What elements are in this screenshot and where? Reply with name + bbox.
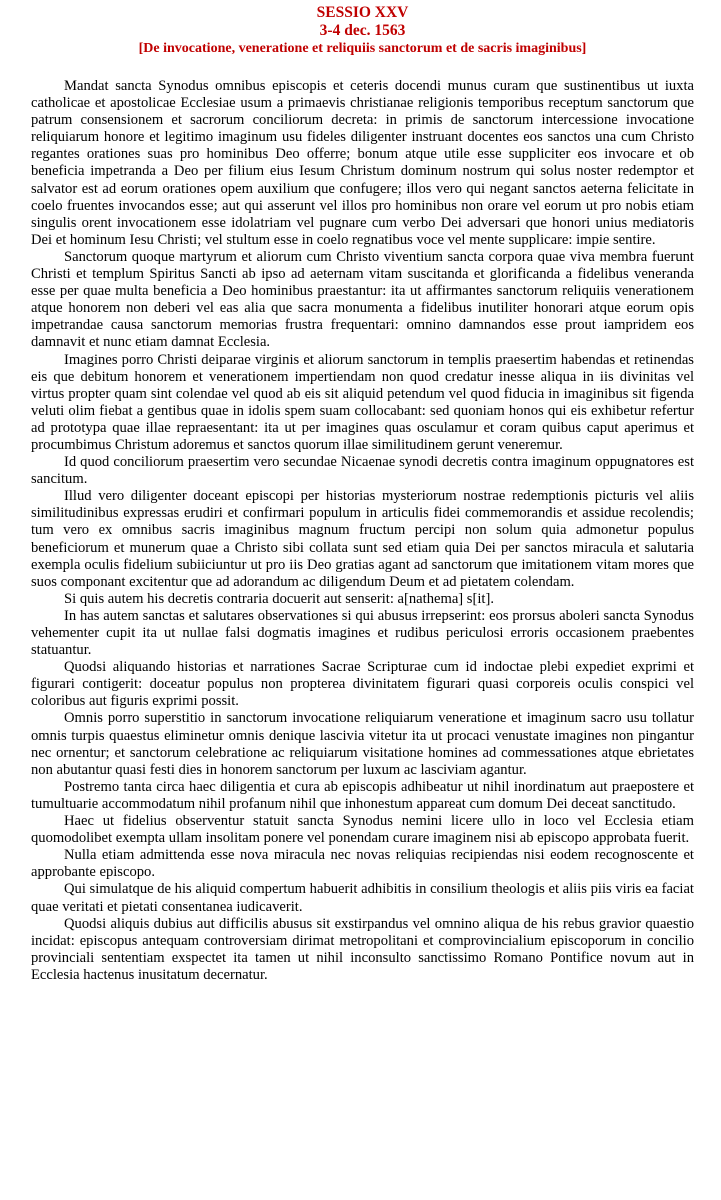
paragraph-4: Id quod conciliorum praesertim vero secundae Nicaenae synodi decretis contra imaginum oppugnatores est sancitum. <box>31 454 694 488</box>
paragraph-5: Illud vero diligenter doceant episcopi per historias mysteriorum nostrae redemptionis picturis vel aliis similitudinibus expressas erudiri et confirmari populum in articulis fidei commemorandis et assidue recolendis; tum vero ex omnibus sacris imaginibus magnum fructum percipi non solum quia admonetur populus beneficiorum et munerum quae a Christo sibi collata sunt sed etiam quia Dei per sanctos miracula et salutaria exempla oculis fidelium subiiciuntur ut pro iis Deo gratias agant ad sanctorum que imitationem vitam mores que suos componant excitentur que ad adorandum ac diligendum Deum et ad pietatem colendam. <box>31 488 694 590</box>
paragraph-12: Nulla etiam admittenda esse nova miracula nec novas reliquias recipiendas nisi eodem recognoscente et approbante episcopo. <box>31 847 694 881</box>
document-header <box>31 4 694 58</box>
session-date: 3-4 dec. 1563 <box>319 22 406 39</box>
paragraph-8: Quodsi aliquando historias et narrationes Sacrae Scripturae cum id indoctae plebi expediet exprimi et figurari contigerit: doceatur populus non propterea divinitatem figurari quasi corporeis oculis conspici vel coloribus aut figuris exprimi possit. <box>31 659 694 710</box>
paragraph-14: Quodsi aliquis dubius aut difficilis abusus sit exstirpandus vel omnino aliqua de his rebus gravior quaestio incidat: episcopus antequam controversiam dirimat metropolitani et comprovincialium episcoporum in concilio provinciali sententiam exspectet ita tamen ut nihil inconsulto sanctissimo Romano Pontifice novum aut in Ecclesia hactenus inusitatum decernatur. <box>31 915 694 983</box>
paragraph-7: In has autem sanctas et salutares observationes si qui abusus irrepserint: eos prorsus aboleri sancta Synodus vehementer cupit ita ut nullae falsi dogmatis imagines et rudibus periculosi erroris occasionem praebentes statuantur. <box>31 607 694 659</box>
paragraph-9: Omnis porro superstitio in sanctorum invocatione reliquiarum veneratione et imaginum sacro usu tollatur omnis turpis quaestus eliminetur omnis denique lascivia vitetur ita ut procaci venustate imagines non pingantur nec ornentur; et sanctorum celebratione ac reliquiarum visitatione homines ad commessationes atque ebrietates non abutantur quasi festi dies in honorem sanctorum per luxum ac lasciviam agantur. <box>31 710 694 778</box>
paragraph-10: Postremo tanta circa haec diligentia et cura ab episcopis adhibeatur ut nihil inordinatum aut praepostere et tumultuarie accommodatum nihil profanum nihil que inhonestum appareat cum domum Dei deceat sanctitudo. <box>31 778 694 812</box>
document-body <box>31 78 694 984</box>
paragraph-3: Imagines porro Christi deiparae virginis et aliorum sanctorum in templis praesertim habendas et retinendas eis que debitum honorem et venerationem impertiendam non quod credatur inesse aliqua in iis divinitas vel virtus propter quam sint colendae vel quod ab eis sit aliquid petendum vel quod fiducia in imaginibus sit figenda veluti olim fiebat a gentibus quae in idolis spem suam collocabant: sed quoniam honos qui eis exhibetur refertur ad prototypa quae illae repraesentant: ita ut per imagines quas osculamur et coram quibus caput aperimus et procumbimus Christum adoremus et sanctos quorum illae similitudinem gerunt veneremur. <box>31 351 694 453</box>
paragraph-1: Mandat sancta Synodus omnibus episcopis et ceteris docendi munus curam que sustinentibus ut iuxta catholicae et apostolicae Ecclesiae usum a primaevis christianae religionis temporibus receptum sanctorum que patrum consensionem et sacrorum conciliorum decreta: in primis de sanctorum intercessione invocatione reliquiarum honore et legitimo imaginum usu fideles diligenter instruant docentes eos sanctos una cum Christo regantes orationes suas pro hominibus Deo offerre; bonum atque utile esse suppliciter eos invocare et ob beneficia impetranda a Deo per filium eius Iesum Christum dominum nostrum qui solus noster redemptor et salvator est ad eorum orationes opem auxilium que confugere; illos vero qui negant sanctos aeterna felicitate in coelo fruentes invocandos esse; aut qui asserunt vel illos pro hominibus non orare vel eorum ut pro nobis etiam singulis orent invocationem esse idolatriam vel pugnare cum verbo Dei adversari que honori unius mediatoris Dei et hominum Iesu Christi; vel stultum esse in coelo regnatibus voce vel mente supplicare: impie sentire. <box>31 78 694 248</box>
session-title: SESSIO XXV <box>316 4 409 21</box>
paragraph-11: Haec ut fidelius observentur statuit sancta Synodus nemini licere ullo in loco vel Ecclesia etiam quomodolibet exempta ullam insolitam ponere vel ponendam curare imaginem nisi ab episcopo approbata fuerit. <box>31 813 694 847</box>
decree-subtitle: [De invocatione, veneratione et reliquiis sanctorum et de sacris imaginibus] <box>138 41 587 56</box>
paragraph-2: Sanctorum quoque martyrum et aliorum cum Christo viventium sancta corpora quae viva membra fuerunt Christi et templum Spiritus Sancti ab ipso ad aeternam vitam suscitanda et glorificanda a fidelibus veneranda esse per quae multa beneficia a Deo hominibus praestantur: ita ut affirmantes sanctorum reliquiis venerationem atque honorem non deberi vel eas alia que sacra monumenta a fidelibus inutiliter honorari atque eorum opis impetrandae causa sanctorum memorias frustra frequentari: omnino damnandos esse prout iampridem eos damnavit et nunc etiam damnat Ecclesia. <box>31 248 694 351</box>
paragraph-13: Qui simulatque de his aliquid compertum habuerit adhibitis in consilium theologis et aliis piis viris ea faciat quae veritati et pietati consentanea iudicaverit. <box>31 881 694 915</box>
paragraph-6: Si quis autem his decretis contraria docuerit aut senserit: a[nathema] s[it]. <box>64 590 494 607</box>
